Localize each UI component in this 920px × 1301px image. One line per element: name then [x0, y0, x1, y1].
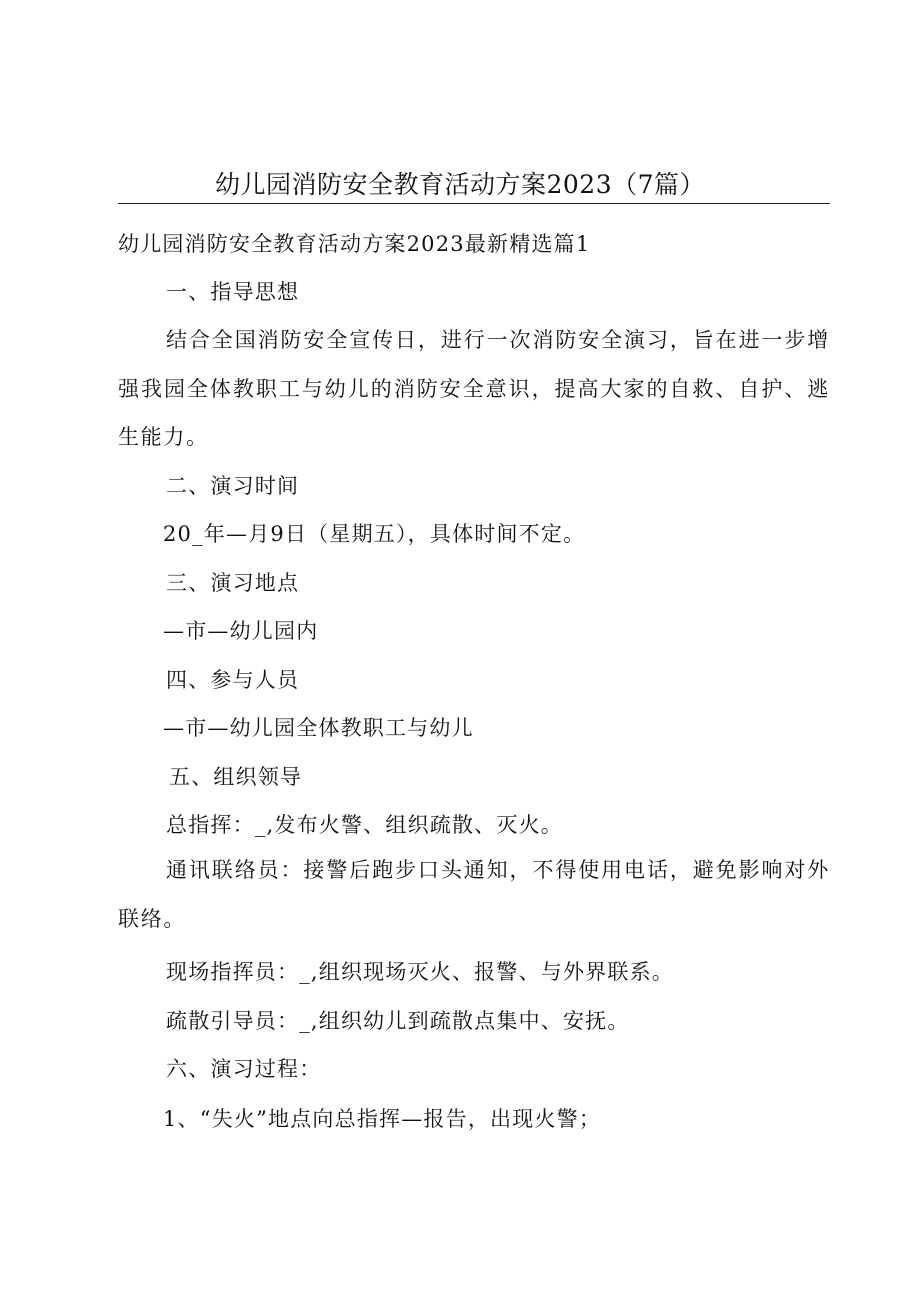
heading-guiding-thought: 一、指导思想 [166, 280, 300, 304]
heading-drill-process: 六、演习过程： [166, 1057, 322, 1081]
heading-participants: 四、参与人员 [166, 668, 300, 692]
document-title: 幼儿园消防安全教育活动方案2023（7篇） [214, 170, 706, 199]
section-heading: 幼儿园消防安全教育活动方案2023最新精选篇1 [118, 232, 591, 256]
text-drill-time: 20_年—月9日（星期五），具体时间不定。 [163, 522, 586, 546]
text-drill-location: —市—幼儿园内 [163, 619, 319, 643]
title-underline [118, 203, 830, 204]
text-site-commander: 现场指挥员：_,组织现场灭火、报警、与外界联系。 [166, 960, 674, 984]
text-process-step-1: 1、“失火”地点向总指挥—报告，出现火警； [163, 1107, 602, 1131]
heading-organization: 五、组织领导 [169, 765, 303, 789]
heading-drill-location: 三、演习地点 [166, 571, 300, 595]
paragraph-liaison: 通讯联络员：接警后跑步口头通知，不得使用电话，避免影响对外联络。 [118, 858, 830, 931]
text-participants: —市—幼儿园全体教职工与幼儿 [163, 716, 474, 740]
text-evacuation-guide: 疏散引导员：_,组织幼儿到疏散点集中、安抚。 [166, 1009, 630, 1033]
text-commander: 总指挥：_,发布火警、组织疏散、灭火。 [166, 813, 563, 837]
paragraph-guiding-thought: 结合全国消防安全宣传日，进行一次消防安全演习，旨在进一步增强我园全体教职工与幼儿的消防安全意识，提高大家的自救、自护、逃生能力。 [118, 328, 830, 449]
heading-drill-time: 二、演习时间 [166, 474, 300, 498]
